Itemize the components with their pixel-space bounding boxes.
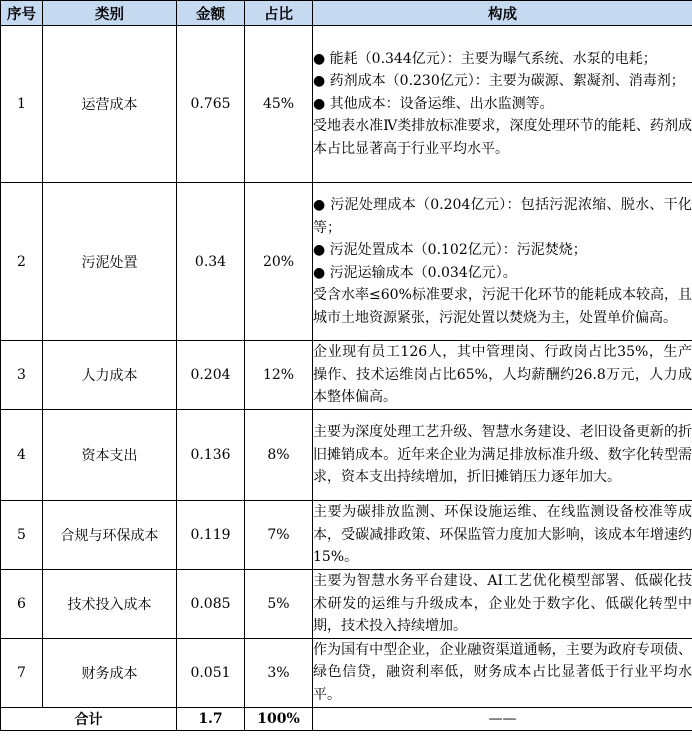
row-amount: 0.34 [177,183,245,341]
row-amount: 0.765 [177,26,245,183]
composition-line: ● 污泥处置成本（0.102亿元）：污泥焚烧； [313,242,587,258]
row-seq: 6 [1,570,43,639]
composition-line: 主要为碳排放监测、环保设施运维、在线监测设备校准等成本，受碳减排政策、环保监管力度加大影响，该成本年增速约15%。 [313,504,692,566]
row-composition [313,341,692,410]
table-row [1,638,692,707]
row-share: 3% [245,638,313,707]
row-share: 8% [245,410,313,501]
composition-line: ● 其他成本：设备运维、出水监测等。 [313,95,554,112]
composition-line: 受地表水准Ⅳ类排放标准要求，深度处理环节的能耗、药剂成本占比显著高于行业平均水平。 [313,118,692,157]
table-row [1,501,692,570]
composition-line: 主要为智慧水务平台建设、AI工艺优化模型部署、低碳化技术研发的运维与升级成本，企业处于数字化、低碳化转型中期，技术投入持续增加。 [313,573,692,634]
header-composition: 构成 [313,1,692,26]
row-amount: 0.085 [177,570,245,639]
total-share: 100% [245,707,313,730]
composition-line: ● 污泥处理成本（0.204亿元）：包括污泥浓缩、脱水、干化等； [313,197,692,236]
composition-line: 企业现有员工126人，其中管理岗、行政岗占比35%，生产操作、技术运维岗占比65%，人均薪酬约26.8万元，人力成本整体偏高。 [313,344,692,406]
header-amount: 金额 [177,1,245,26]
row-share: 20% [245,183,313,341]
row-category: 合规与环保成本 [43,501,177,570]
header-seq: 序号 [1,1,43,26]
row-composition [313,570,692,639]
total-row [1,707,692,730]
table-row [1,26,692,183]
total-label: 合计 [1,707,177,730]
total-composition: —— [313,707,692,730]
row-amount: 0.136 [177,410,245,501]
composition-line: 作为国有中型企业，企业融资渠道通畅，主要为政府专项债、绿色信贷，融资利率低，财务成本占比显著低于行业平均水平。 [313,641,692,703]
composition-line: 主要为深度处理工艺升级、智慧水务建设、老旧设备更新的折旧摊销成本。近年来企业为满足排放标准升级、数字化转型需求，资本支出持续增加，折旧摊销压力逐年加大。 [313,424,692,486]
table-row [1,341,692,410]
row-composition [313,638,692,707]
row-share: 5% [245,570,313,639]
row-seq: 4 [1,410,43,501]
row-amount: 0.119 [177,501,245,570]
row-seq: 3 [1,341,43,410]
row-composition [313,26,692,183]
row-composition [313,183,692,341]
row-share: 45% [245,26,313,183]
row-category: 污泥处置 [43,183,177,341]
table-header-row [1,1,692,26]
composition-line: ● 污泥运输成本（0.034亿元）。 [313,264,517,281]
row-category: 技术投入成本 [43,570,177,639]
table-row [1,410,692,501]
row-amount: 0.204 [177,341,245,410]
row-share: 12% [245,341,313,410]
row-seq: 7 [1,638,43,707]
row-amount: 0.051 [177,638,245,707]
composition-line: 受含水率≤60%标准要求，污泥干化环节的能耗成本较高，且城市土地资源紧张，污泥处置以焚烧为主，处置单价偏高。 [313,287,692,326]
row-seq: 1 [1,26,43,183]
row-category: 人力成本 [43,341,177,410]
composition-line: ● 药剂成本（0.230亿元）：主要为碳源、絮凝剂、消毒剂； [313,73,685,90]
row-share: 7% [245,501,313,570]
row-composition [313,410,692,501]
row-seq: 5 [1,501,43,570]
total-amount: 1.7 [177,707,245,730]
composition-line: ● 能耗（0.344亿元）：主要为曝气系统、水泵的电耗； [313,50,657,67]
row-category: 财务成本 [43,638,177,707]
row-category: 运营成本 [43,26,177,183]
row-seq: 2 [1,183,43,341]
table-row [1,183,692,341]
table-row [1,570,692,639]
row-composition [313,501,692,570]
header-share: 占比 [245,1,313,26]
row-category: 资本支出 [43,410,177,501]
header-category: 类别 [43,1,177,26]
